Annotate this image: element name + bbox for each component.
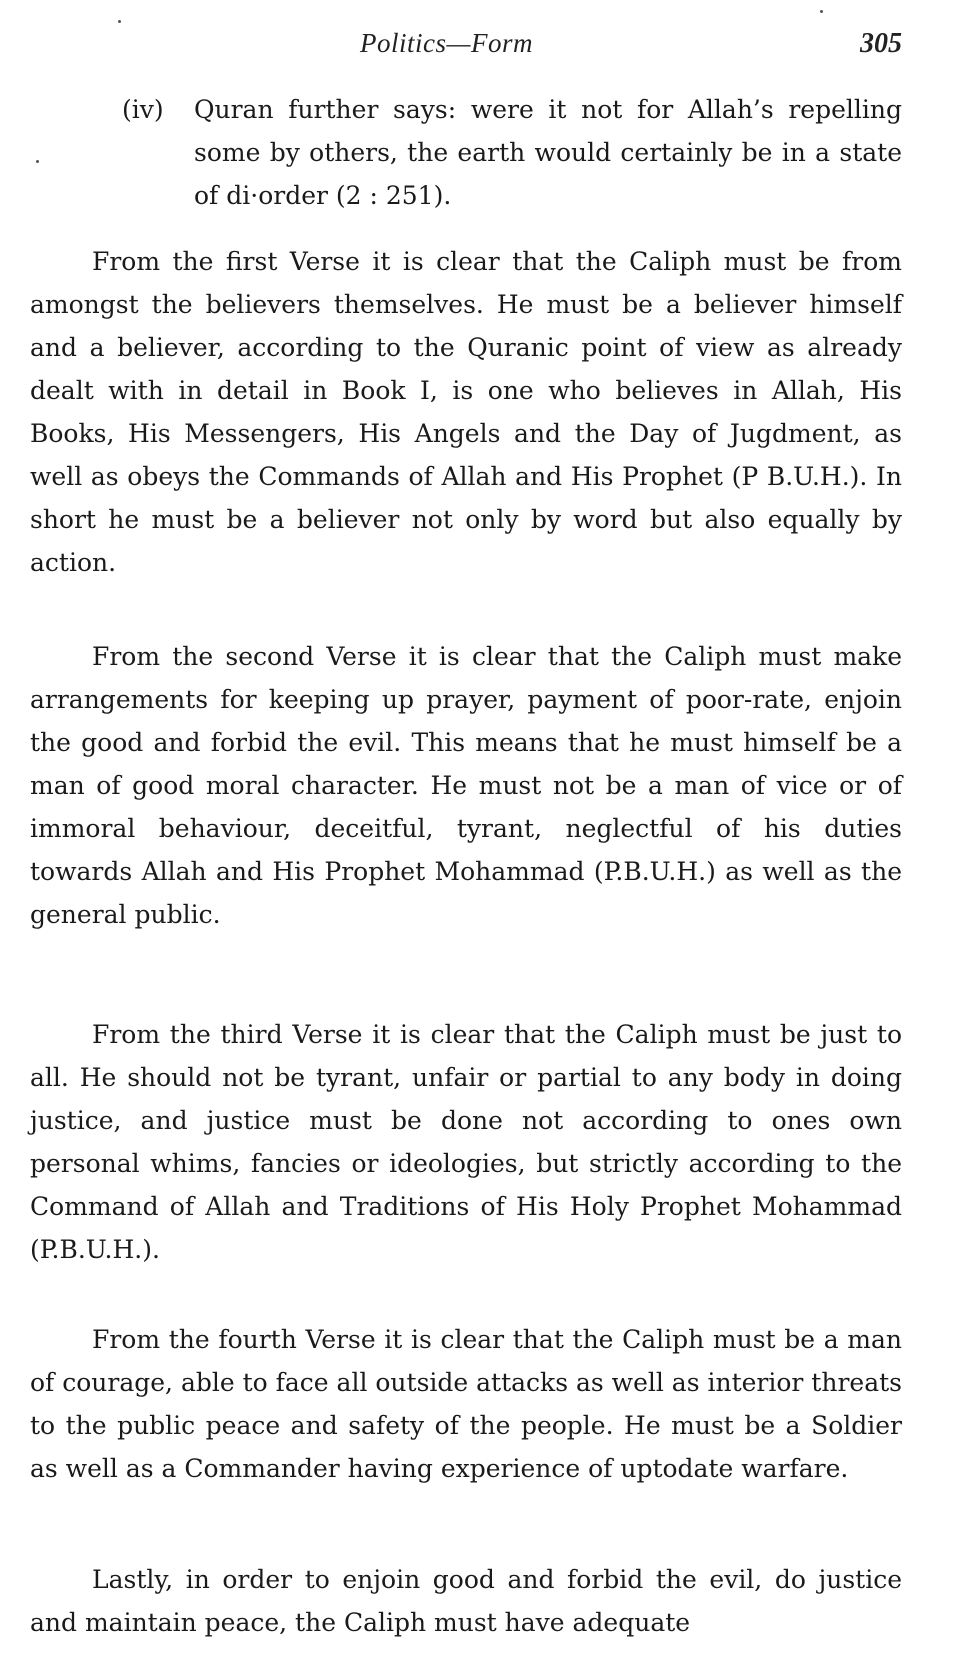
scan-speck bbox=[36, 160, 39, 163]
page-number: 305 bbox=[860, 28, 902, 59]
scan-speck bbox=[118, 20, 121, 23]
paragraph-first-verse: From the first Verse it is clear that the Caliph must be from amongst the believers themselves. He must be a believer himself and a believer, according to the Quranic point of view as already dealt with in detail in Book I, is one who believes in Allah, His Books, His Messengers, His Angels and the Day of Jugdment, as well as obeys the Commands of Allah and His Prophet (P B.U.H.). In short he must be a believer not only by word but also equally by action. bbox=[30, 247, 902, 577]
scan-speck bbox=[820, 10, 823, 13]
page-header bbox=[0, 22, 960, 62]
verse-numeral: (iv) bbox=[122, 95, 164, 124]
running-title: Politics—Form bbox=[360, 28, 533, 58]
verse-text: Quran further says: were it not for Allah’s repelling some by others, the earth would certainly be in a state of di·order (2 : 251). bbox=[194, 95, 902, 210]
paragraph-fourth-verse: From the fourth Verse it is clear that the Caliph must be a man of courage, able to face all outside attacks as well as interior threats to the public peace and safety of the people. He must be a Soldier as well as a Commander having experience of uptodate warfare. bbox=[30, 1325, 902, 1483]
paragraph-second-verse: From the second Verse it is clear that the Caliph must make arrangements for keeping up prayer, payment of poor-rate, enjoin the good and forbid the evil. This means that he must himself be a man of good moral character. He must not be a man of vice or of immoral behaviour, deceitful, tyrant, neglectful of his duties towards Allah and His Prophet Mohammad (P.B.U.H.) as well as the general public. bbox=[30, 642, 902, 929]
paragraph-lastly: Lastly, in order to enjoin good and forbid the evil, do justice and maintain peace, the Caliph must have adequate bbox=[30, 1565, 902, 1637]
paragraph-third-verse: From the third Verse it is clear that the Caliph must be just to all. He should not be tyrant, unfair or partial to any body in doing justice, and justice must be done not according to ones own personal whims, fancies or ideologies, but strictly according to the Command of Allah and Traditions of His Holy Prophet Mohammad (P.B.U.H.). bbox=[30, 1020, 902, 1264]
